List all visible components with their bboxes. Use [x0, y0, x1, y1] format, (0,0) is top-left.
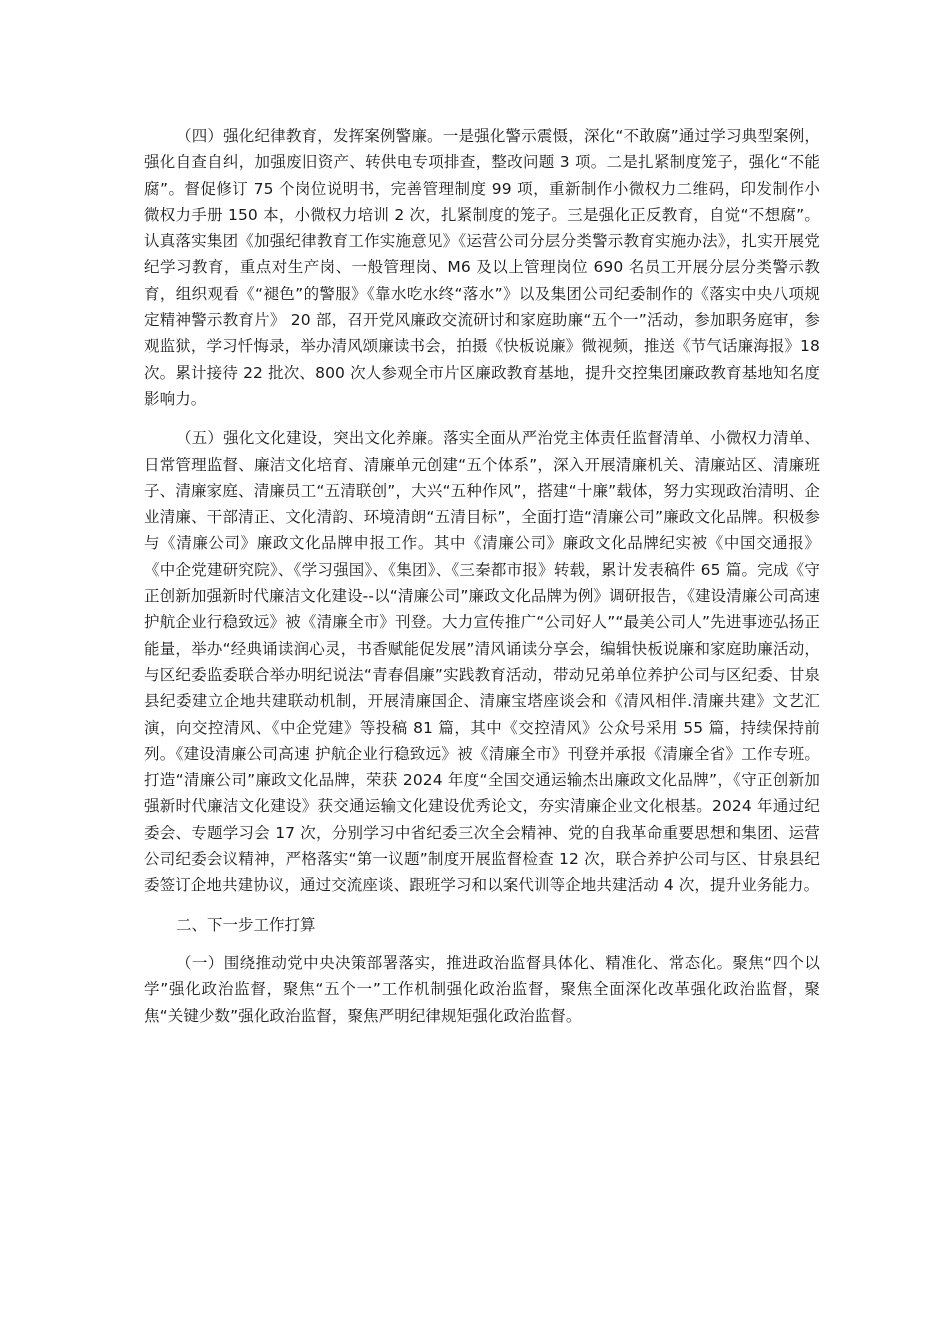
section-heading-next-steps: 二、下一步工作打算 [176, 915, 316, 934]
paragraph-discipline-education: （四）强化纪律教育，发挥案例警廉。一是强化警示震慑，深化“不敢腐”通过学习典型案例，强化自查自纠，加强废旧资产、转供电专项排查，整改问题 3 项。二是扎紧制度笼子，强化“不能腐”。督促修订 75 个岗位说明书，完善管理制度 99 项，重新制作小微权力二维码，印发制作小微权力手册 150 本，小微权力培训 2 次，扎紧制度的笼子。三是强化正反教育，自觉“不想腐”。认真落实集团《加强纪律教育工作实施意见》《运营公司分层分类警示教育实施办法》，扎实开展党纪学习教育，重点对生产岗、一般管理岗、M6 及以上管理岗位 690 名员工开展分层分类警示教育，组织观看《“褪色”的警服》《靠水吃水终“落水”》以及集团公司纪委制作的《落实中央八项规定精神警示教育片》 20 部，召开党风廉政交流研讨和家庭助廉“五个一”活动，参加职务庭审，参观监狱，学习忏悔录，举办清风颂廉读书会，拍摄《快板说廉》微视频，推送《节气话廉海报》18 次。累计接待 22 批次、800 次人参观全市片区廉政教育基地，提升交控集团廉政教育基地知名度影响力。 [144, 127, 820, 408]
document-body [144, 123, 820, 1029]
paragraph-political-supervision: （一）围绕推动党中央决策部署落实，推进政治监督具体化、精准化、常态化。聚焦“四个以学”强化政治监督，聚焦“五个一”工作机制强化政治监督，聚焦全面深化改革强化政治监督，聚焦“关键少数”强化政治监督，聚焦严明纪律规矩强化政治监督。 [144, 953, 820, 1025]
paragraph-culture-building: （五）强化文化建设，突出文化养廉。落实全面从严治党主体责任监督清单、小微权力清单、日常管理监督、廉洁文化培育、清廉单元创建“五个体系”，深入开展清廉机关、清廉站区、清廉班子、清廉家庭、清廉员工“五清联创”，大兴“五种作风”，搭建“十廉”载体，努力实现政治清明、企业清廉、干部清正、文化清韵、环境清朗“五清目标”，全面打造“清廉公司”廉政文化品牌。积极参与《清廉公司》廉政文化品牌申报工作。其中《清廉公司》廉政文化品牌纪实被《中国交通报》《中企党建研究院》、《学习强国》、《集团》、《三秦都市报》转载，累计发表稿件 65 篇。完成《守正创新加强新时代廉洁文化建设--以“清廉公司”廉政文化品牌为例》调研报告，《建设清廉公司高速 护航企业行稳致远》被《清廉全市》刊登。大力宣传推广“公司好人”“最美公司人”先进事迹弘扬正能量，举办“经典诵读润心灵，书香赋能促发展”清风诵读分享会，编辑快板说廉和家庭助廉活动，与区纪委监委联合举办明纪说法“青春倡廉”实践教育活动，带动兄弟单位养护公司与区纪委、甘泉县纪委建立企地共建联动机制，开展清廉国企、清廉宝塔座谈会和《清风相伴.清廉共建》文艺汇演，向交控清风、《中企党建》等投稿 81 篇，其中《交控清风》公众号采用 55 篇，持续保持前列。《建设清廉公司高速 护航企业行稳致远》被《清廉全市》刊登并承报《清廉全省》工作专班。打造“清廉公司”廉政文化品牌，荣获 2024 年度“全国交通运输杰出廉政文化品牌”，《守正创新加强新时代廉洁文化建设》获交通运输文化建设优秀论文，夯实清廉企业文化根基。2024 年通过纪委会、专题学习会 17 次，分别学习中省纪委三次全会精神、党的自我革命重要思想和集团、运营公司纪委会议精神，严格落实“第一议题”制度开展监督检查 12 次，联合养护公司与区、甘泉县纪委签订企地共建协议，通过交流座谈、跟班学习和以案代训等企地共建活动 4 次，提升业务能力。 [144, 429, 820, 895]
